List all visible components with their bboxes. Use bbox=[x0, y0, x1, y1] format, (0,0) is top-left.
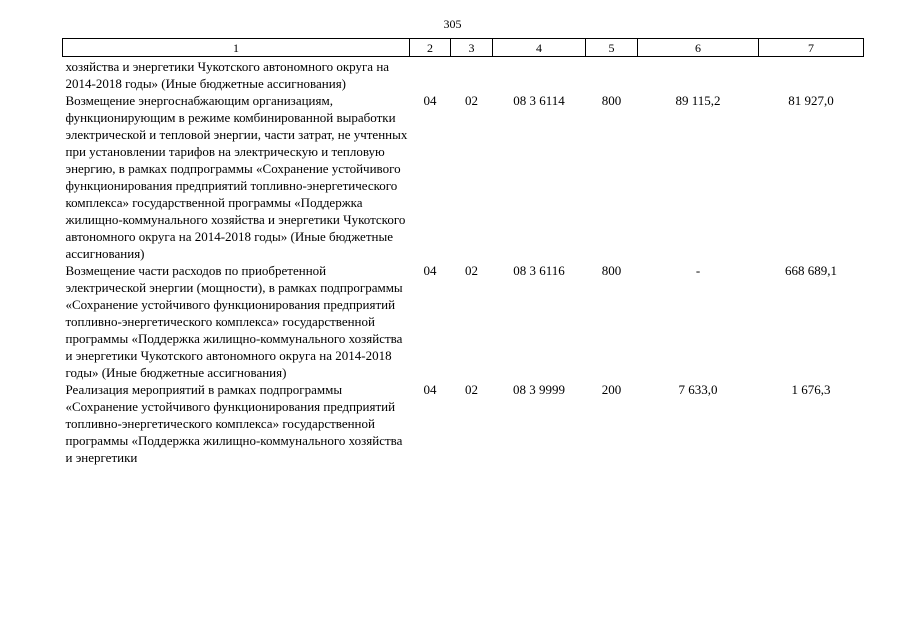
row-amount-2: 1 676,3 bbox=[791, 382, 831, 397]
row-target-code: 08 3 6116 bbox=[513, 263, 565, 278]
row-amount-1: 7 633,0 bbox=[678, 382, 718, 397]
row-subsection: 02 bbox=[465, 382, 478, 397]
row-amount-1 bbox=[638, 57, 759, 93]
table-row bbox=[63, 57, 864, 93]
row-amount-2: 668 689,1 bbox=[785, 263, 837, 278]
row-expense-type: 800 bbox=[601, 93, 622, 108]
column-header: 7 bbox=[759, 39, 864, 57]
row-section bbox=[410, 57, 451, 93]
row-section: 04 bbox=[423, 382, 437, 397]
column-header: 6 bbox=[638, 39, 759, 57]
column-header: 2 bbox=[410, 39, 451, 57]
column-header: 5 bbox=[586, 39, 638, 57]
row-description: хозяйства и энергетики Чукотского автономного округа на 2014-2018 годы» (Иные бюджетные ассигнования) bbox=[65, 59, 390, 91]
row-target-code: 08 3 9999 bbox=[513, 382, 565, 397]
table-row bbox=[63, 92, 864, 262]
row-section: 04 bbox=[423, 93, 437, 108]
table-row bbox=[63, 262, 864, 381]
row-expense-type: 200 bbox=[601, 382, 622, 397]
row-description: Реализация мероприятий в рамках подпрограммы «Сохранение устойчивого функционирования предприятий топливно-энергетического комплекса» государственной программы «Поддержка жилищно-коммунального хозяйства и энергетики bbox=[65, 382, 403, 465]
row-subsection bbox=[451, 57, 493, 93]
column-number-row bbox=[63, 39, 864, 57]
row-amount-1: - bbox=[695, 263, 701, 278]
table-row bbox=[63, 381, 864, 466]
row-expense-type bbox=[586, 57, 638, 93]
column-header: 1 bbox=[63, 39, 410, 57]
row-subsection: 02 bbox=[465, 263, 478, 278]
row-subsection: 02 bbox=[465, 93, 478, 108]
row-target-code: 08 3 6114 bbox=[513, 93, 565, 108]
budget-table bbox=[62, 38, 864, 466]
row-amount-2: 81 927,0 bbox=[788, 93, 834, 108]
column-header: 3 bbox=[451, 39, 493, 57]
page-number: 305 bbox=[443, 17, 462, 31]
row-expense-type: 800 bbox=[601, 263, 622, 278]
column-header: 4 bbox=[493, 39, 586, 57]
row-target-code bbox=[493, 57, 586, 93]
row-section: 04 bbox=[423, 263, 437, 278]
row-description: Возмещение части расходов по приобретенной электрической энергии (мощности), в рамках подпрограммы «Сохранение устойчивого функционирования предприятий топливно-энергетического комплекса» государственной программы «Поддержка жилищно-коммунального хозяйства и энергетики Чукотского автономного округа на 2014-2018 годы» (Иные бюджетные ассигнования) bbox=[65, 263, 403, 380]
row-description: Возмещение энергоснабжающим организациям, функционирующим в режиме комбинированной выработки электрической и тепловой энергии, части затрат, не учтенных при установлении тарифов на электрическую и тепловую энергию, в рамках подпрограммы «Сохранение устойчивого функционирования предприятий топливно-энергетического комплекса» государственной программы «Поддержка жилищно-коммунального хозяйства и энергетики Чукотского автономного округа на 2014-2018 годы» (Иные бюджетные ассигнования) bbox=[65, 93, 408, 261]
row-amount-2 bbox=[759, 57, 864, 93]
row-amount-1: 89 115,2 bbox=[675, 93, 721, 108]
